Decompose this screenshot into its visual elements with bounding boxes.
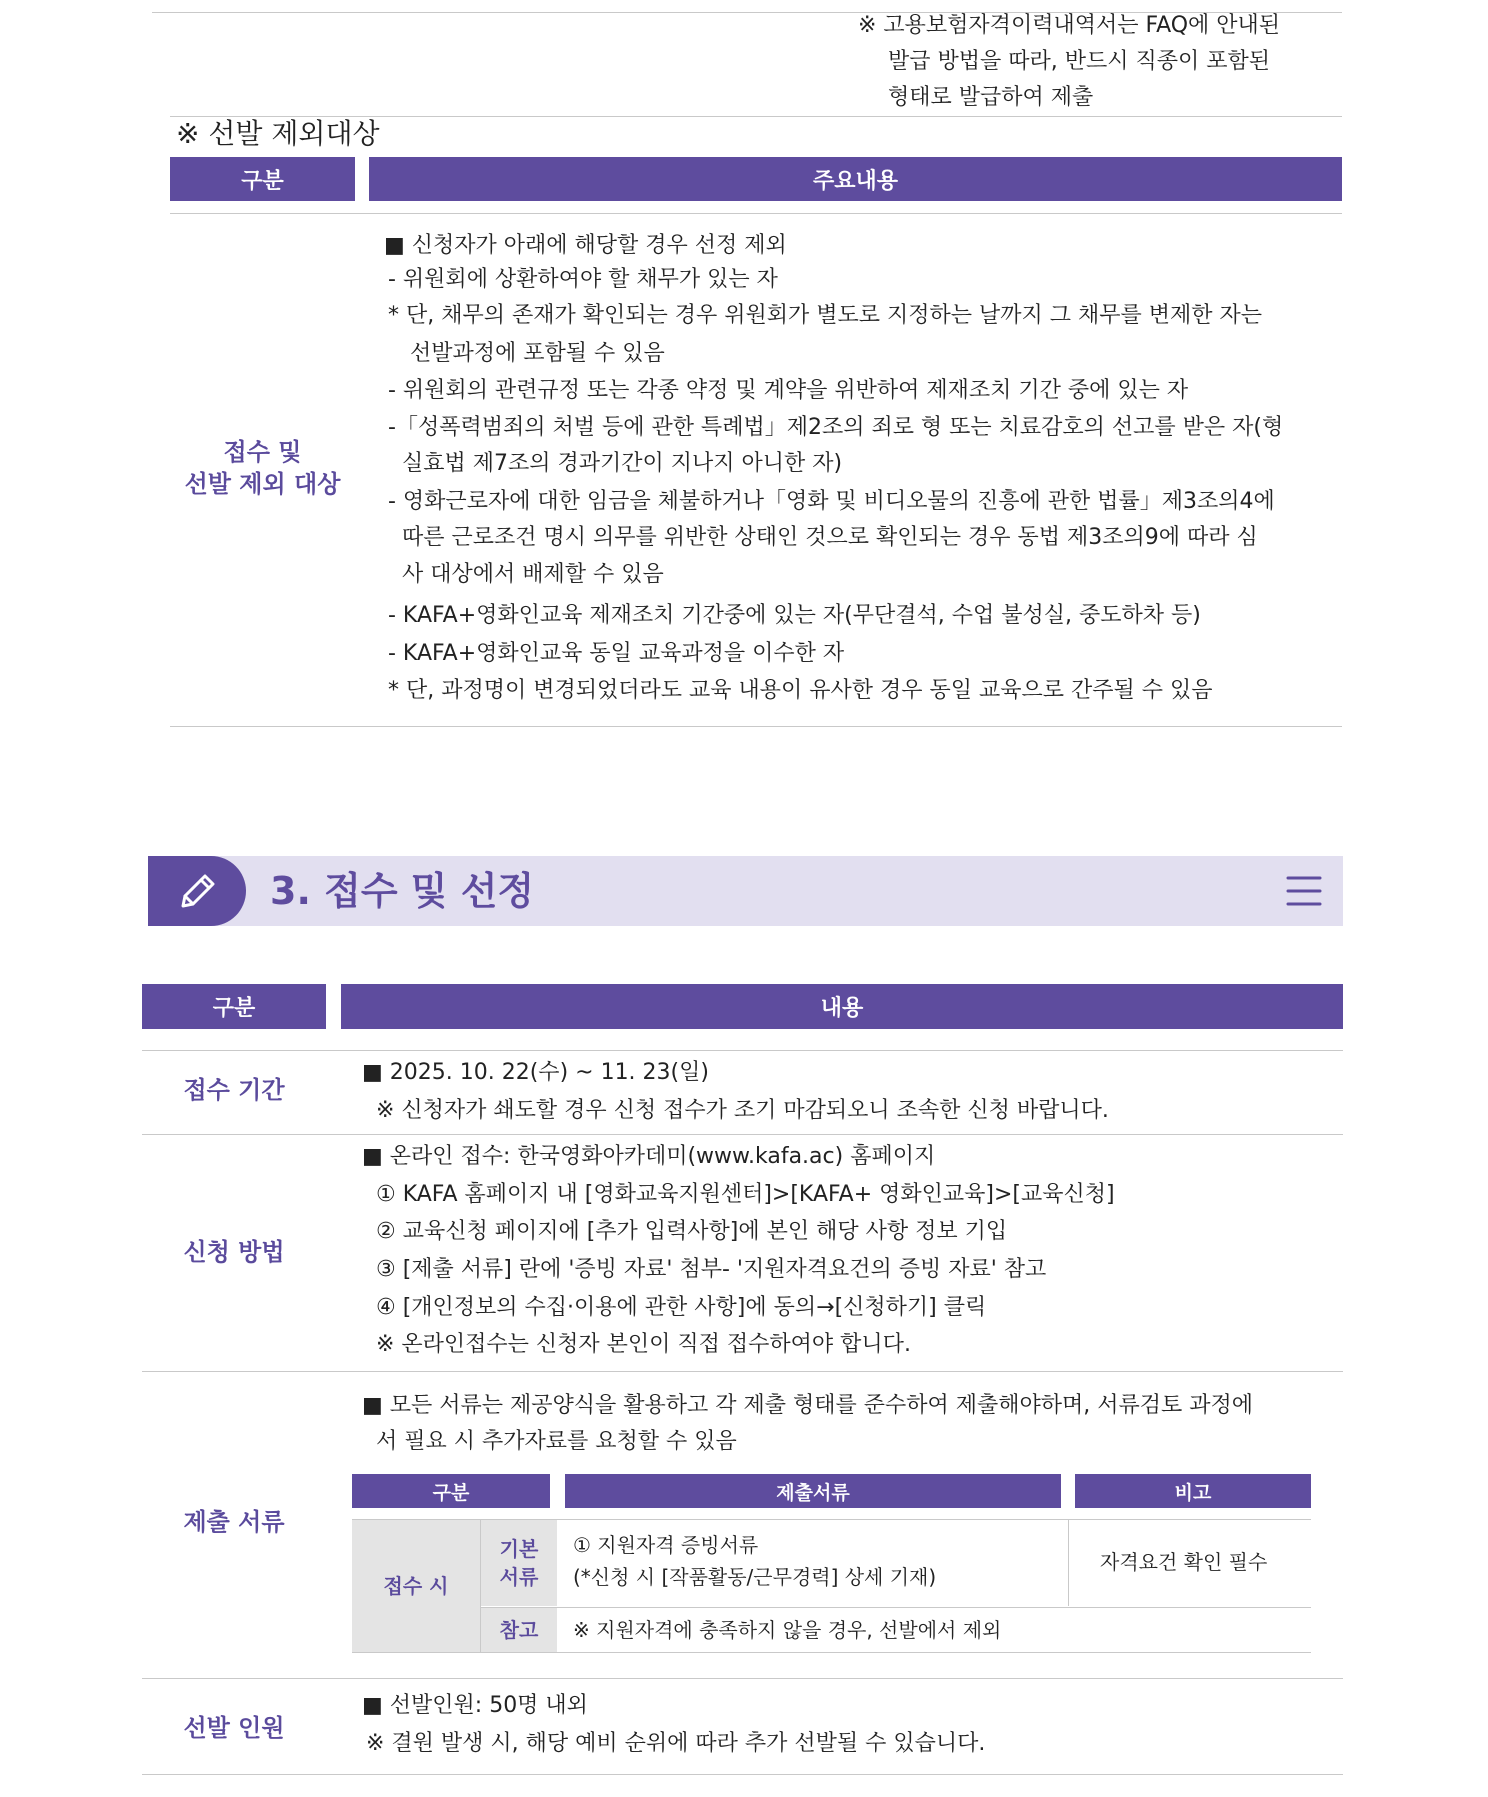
pencil-icon (173, 866, 221, 916)
selection-label: 선발 인원 (183, 1714, 285, 1742)
exclusion-line: - 영화근로자에 대한 임금을 체불하거나「영화 및 비디오물의 진흥에 관한 법률」제3조의4에 (388, 489, 1275, 514)
exclusion-header-category: 구분 (170, 157, 355, 201)
exclusion-line: 선발과정에 포함될 수 있음 (410, 341, 665, 366)
exclusion-line: 실효법 제7조의 경과기간이 지나지 아니한 자) (402, 451, 843, 476)
exclusion-line: ■ 신청자가 아래에 해당할 경우 선정 제외 (384, 233, 787, 258)
documents-intro-line: 서 필요 시 추가자료를 요청할 수 있음 (376, 1429, 737, 1454)
method-line: ③ [제출 서류] 란에 '증빙 자료' 첨부- '지원자격요건의 증빙 자료' 참고 (376, 1257, 1047, 1282)
top-note-line: 형태로 발급하여 제출 (888, 85, 1094, 110)
exclusion-line: - 위원회에 상환하여야 할 채무가 있는 자 (388, 267, 778, 292)
method-line: ① KAFA 홈페이지 내 [영화교육지원센터]>[KAFA+ 영화인교육]>[교육신청] (376, 1182, 1115, 1207)
exclusion-row-label-line: 선발 제외 대상 (184, 470, 341, 498)
subtable-header-remarks: 비고 (1075, 1474, 1311, 1508)
subtable-basic-label: 기본 (499, 1537, 539, 1561)
exclusion-line: - 위원회의 관련규정 또는 각종 약정 및 계약을 위반하여 제재조치 기간 중에 있는 자 (388, 378, 1189, 403)
exclusion-row-label (170, 436, 355, 500)
top-note-line: ※ 고용보험자격이력내역서는 FAQ에 안내된 (858, 13, 1281, 38)
method-line: ■ 온라인 접수: 한국영화아카데미(www.kafa.ac) 홈페이지 (362, 1144, 936, 1169)
basic-doc-note: 자격요건 확인 필수 (1100, 1550, 1268, 1574)
method-line: ※ 온라인접수는 신청자 본인이 직접 접수하여야 합니다. (376, 1332, 911, 1357)
method-line: ④ [개인정보의 수집·이용에 관한 사항]에 동의→[신청하기] 클릭 (376, 1295, 987, 1320)
exclusion-title: ※ 선발 제외대상 (176, 117, 380, 150)
section3-header-content: 내용 (341, 984, 1343, 1029)
method-label: 신청 방법 (183, 1238, 285, 1266)
subtable-header-category: 구분 (352, 1474, 550, 1508)
exclusion-header-content: 주요내용 (369, 157, 1342, 201)
exclusion-line: * 단, 과정명이 변경되었더라도 교육 내용이 유사한 경우 동일 교육으로 간주될 수 있음 (388, 678, 1213, 703)
ref-text: ※ 지원자격에 충족하지 않을 경우, 선발에서 제외 (573, 1618, 1002, 1642)
subtable-reception-cell: 접수 시 (352, 1520, 480, 1652)
method-line: ② 교육신청 페이지에 [추가 입력사항]에 본인 해당 사항 정보 기입 (376, 1219, 1008, 1244)
exclusion-row-label-line: 접수 및 (223, 438, 302, 466)
period-label: 접수 기간 (183, 1076, 285, 1104)
period-note: ※ 신청자가 쇄도할 경우 신청 접수가 조기 마감되오니 조속한 신청 바랍니다. (376, 1098, 1109, 1123)
top-note-line: 발급 방법을 따라, 반드시 직종이 포함된 (888, 49, 1270, 74)
exclusion-line: 사 대상에서 배제할 수 있음 (402, 562, 664, 587)
exclusion-line: 따른 근로조건 명시 의무를 위반한 상태인 것으로 확인되는 경우 동법 제3조의9에 따라 심 (402, 525, 1258, 550)
selection-note: ※ 결원 발생 시, 해당 예비 순위에 따라 추가 선발될 수 있습니다. (366, 1731, 986, 1756)
section3-header-category: 구분 (142, 984, 326, 1029)
exclusion-line: -「성폭력범죄의 처벌 등에 관한 특례법」제2조의 죄로 형 또는 치료감호의 선고를 받은 자(형 (388, 415, 1284, 440)
subtable-header-documents: 제출서류 (565, 1474, 1061, 1508)
documents-intro-line: ■ 모든 서류는 제공양식을 활용하고 각 제출 형태를 준수하여 제출해야하며, 서류검토 과정에 (362, 1393, 1254, 1418)
exclusion-line: - KAFA+영화인교육 제재조치 기간중에 있는 자(무단결석, 수업 불성실, 중도하차 등) (388, 603, 1201, 628)
selection-line: ■ 선발인원: 50명 내외 (362, 1693, 588, 1718)
menu-icon[interactable] (1286, 874, 1322, 908)
period-line: ■ 2025. 10. 22(수) ~ 11. 23(일) (362, 1060, 709, 1085)
subtable-basic-label: 서류 (499, 1565, 539, 1589)
exclusion-line: * 단, 채무의 존재가 확인되는 경우 위원회가 별도로 지정하는 날까지 그 채무를 변제한 자는 (388, 303, 1262, 328)
subtable-basic-cell (481, 1520, 557, 1606)
basic-doc-line: ① 지원자격 증빙서류 (573, 1533, 759, 1557)
exclusion-line: - KAFA+영화인교육 동일 교육과정을 이수한 자 (388, 641, 845, 666)
section-title: 3. 접수 및 선정 (270, 869, 535, 913)
basic-doc-line: (*신청 시 [작품활동/근무경력] 상세 기재) (573, 1565, 937, 1589)
documents-label: 제출 서류 (183, 1508, 285, 1536)
subtable-ref-cell: 참고 (481, 1608, 557, 1652)
